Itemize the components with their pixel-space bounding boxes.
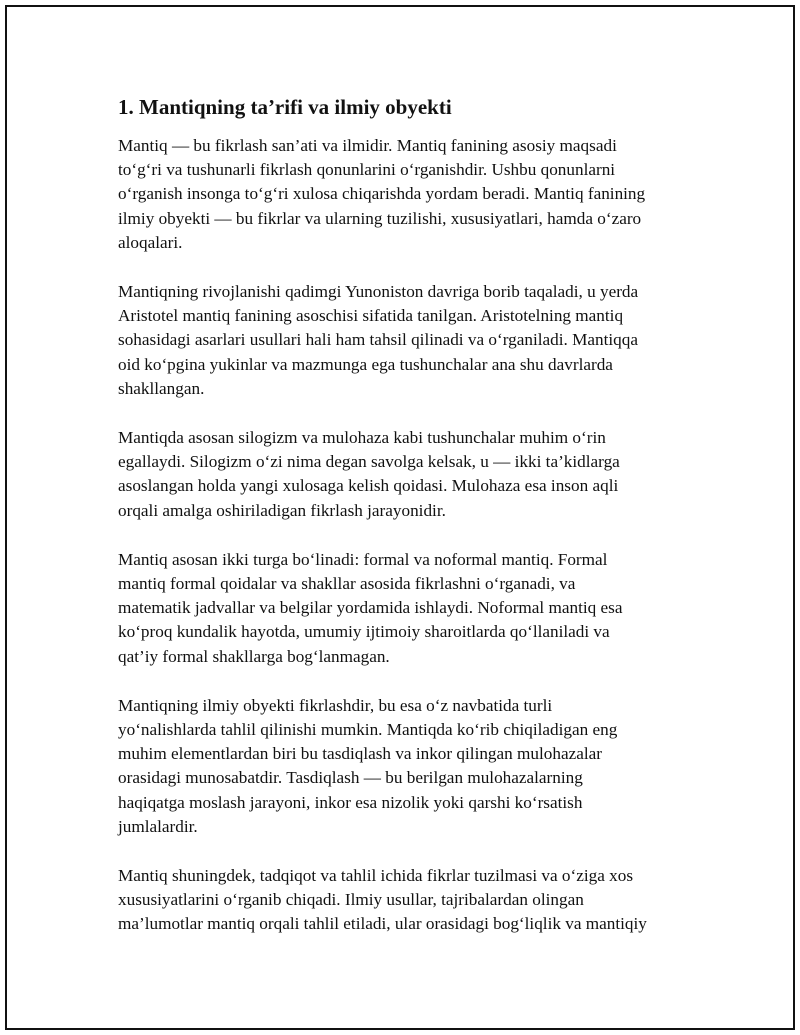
paragraph-4: Mantiq asosan ikki turga bo‘linadi: formal va noformal mantiq. Formal mantiq formal qoidalar va shakllar asosida fikrlashni o‘rganadi, va matematik jadvallar va belgilar yordamida ishlaydi. Noformal mantiq esa ko‘proq kundalik hayotda, umumiy ijtimoiy sharoitlarda qo‘llaniladi va qat’iy formal shakllarga bog‘lanmagan. bbox=[118, 549, 623, 666]
paragraph-5: Mantiqning ilmiy obyekti fikrlashdir, bu esa o‘z navbatida turli yo‘nalishlarda tahlil qilinishi mumkin. Mantiqda ko‘rib chiqiladigan eng muhim elementlardan biri bu tasdiqlash va inkor qilingan mulohazalar orasidagi munosabatdir. Tasdiqlash — bu berilgan mulohazalarning haqiqatga moslash jarayoni, inkor esa nizolik yoki qarshi ko‘rsatish jumlalardir. bbox=[118, 695, 618, 836]
paragraph-1: Mantiq — bu fikrlash san’ati va ilmidir. Mantiq fanining asosiy maqsadi to‘g‘ri va tushunarli fikrlash qonunlarini o‘rganishdir. Ushbu qonunlarni o‘rganish insonga to‘g‘ri xulosa chiqarishda yordam beradi. Mantiq fanining ilmiy obyekti — bu fikrlar va ularning tuzilishi, xususiyatlari, hamda o‘zaro aloqalari. bbox=[118, 136, 646, 252]
section-heading: 1. Mantiqning ta’rifi va ilmiy obyekti bbox=[118, 95, 452, 119]
paragraph-3: Mantiqda asosan silogizm va mulohaza kabi tushunchalar muhim o‘rin egallaydi. Silogizm o‘zi nima degan savolga kelsak, u — ikki ta’kidlarga asoslangan holda yangi xulosaga kelish qoidasi. Mulohaza esa inson aqli orqali amalga oshiriladigan fikrlash jarayonidir. bbox=[118, 428, 620, 520]
document-body bbox=[118, 92, 698, 962]
paragraph-6: Mantiq shuningdek, tadqiqot va tahlil ichida fikrlar tuzilmasi va o‘ziga xos xususiyatlarini o‘rganib chiqadi. Ilmiy usullar, tajribalardan olingan ma’lumotlar mantiq orqali tahlil etiladi, ular orasidagi bog‘liqlik va mantiqiy bbox=[118, 866, 647, 934]
paragraph-2: Mantiqning rivojlanishi qadimgi Yunoniston davriga borib taqaladi, u yerda Aristotel mantiq fanining asoschisi sifatida tanilgan. Aristotelning mantiq sohasidagi asarlari usullari hali ham tahsil qilinadi va o‘rganiladi. Mantiqqa oid ko‘pgina yukinlar va mazmunga ega tushunchalar ana shu davrlarda shakllangan. bbox=[118, 282, 639, 398]
